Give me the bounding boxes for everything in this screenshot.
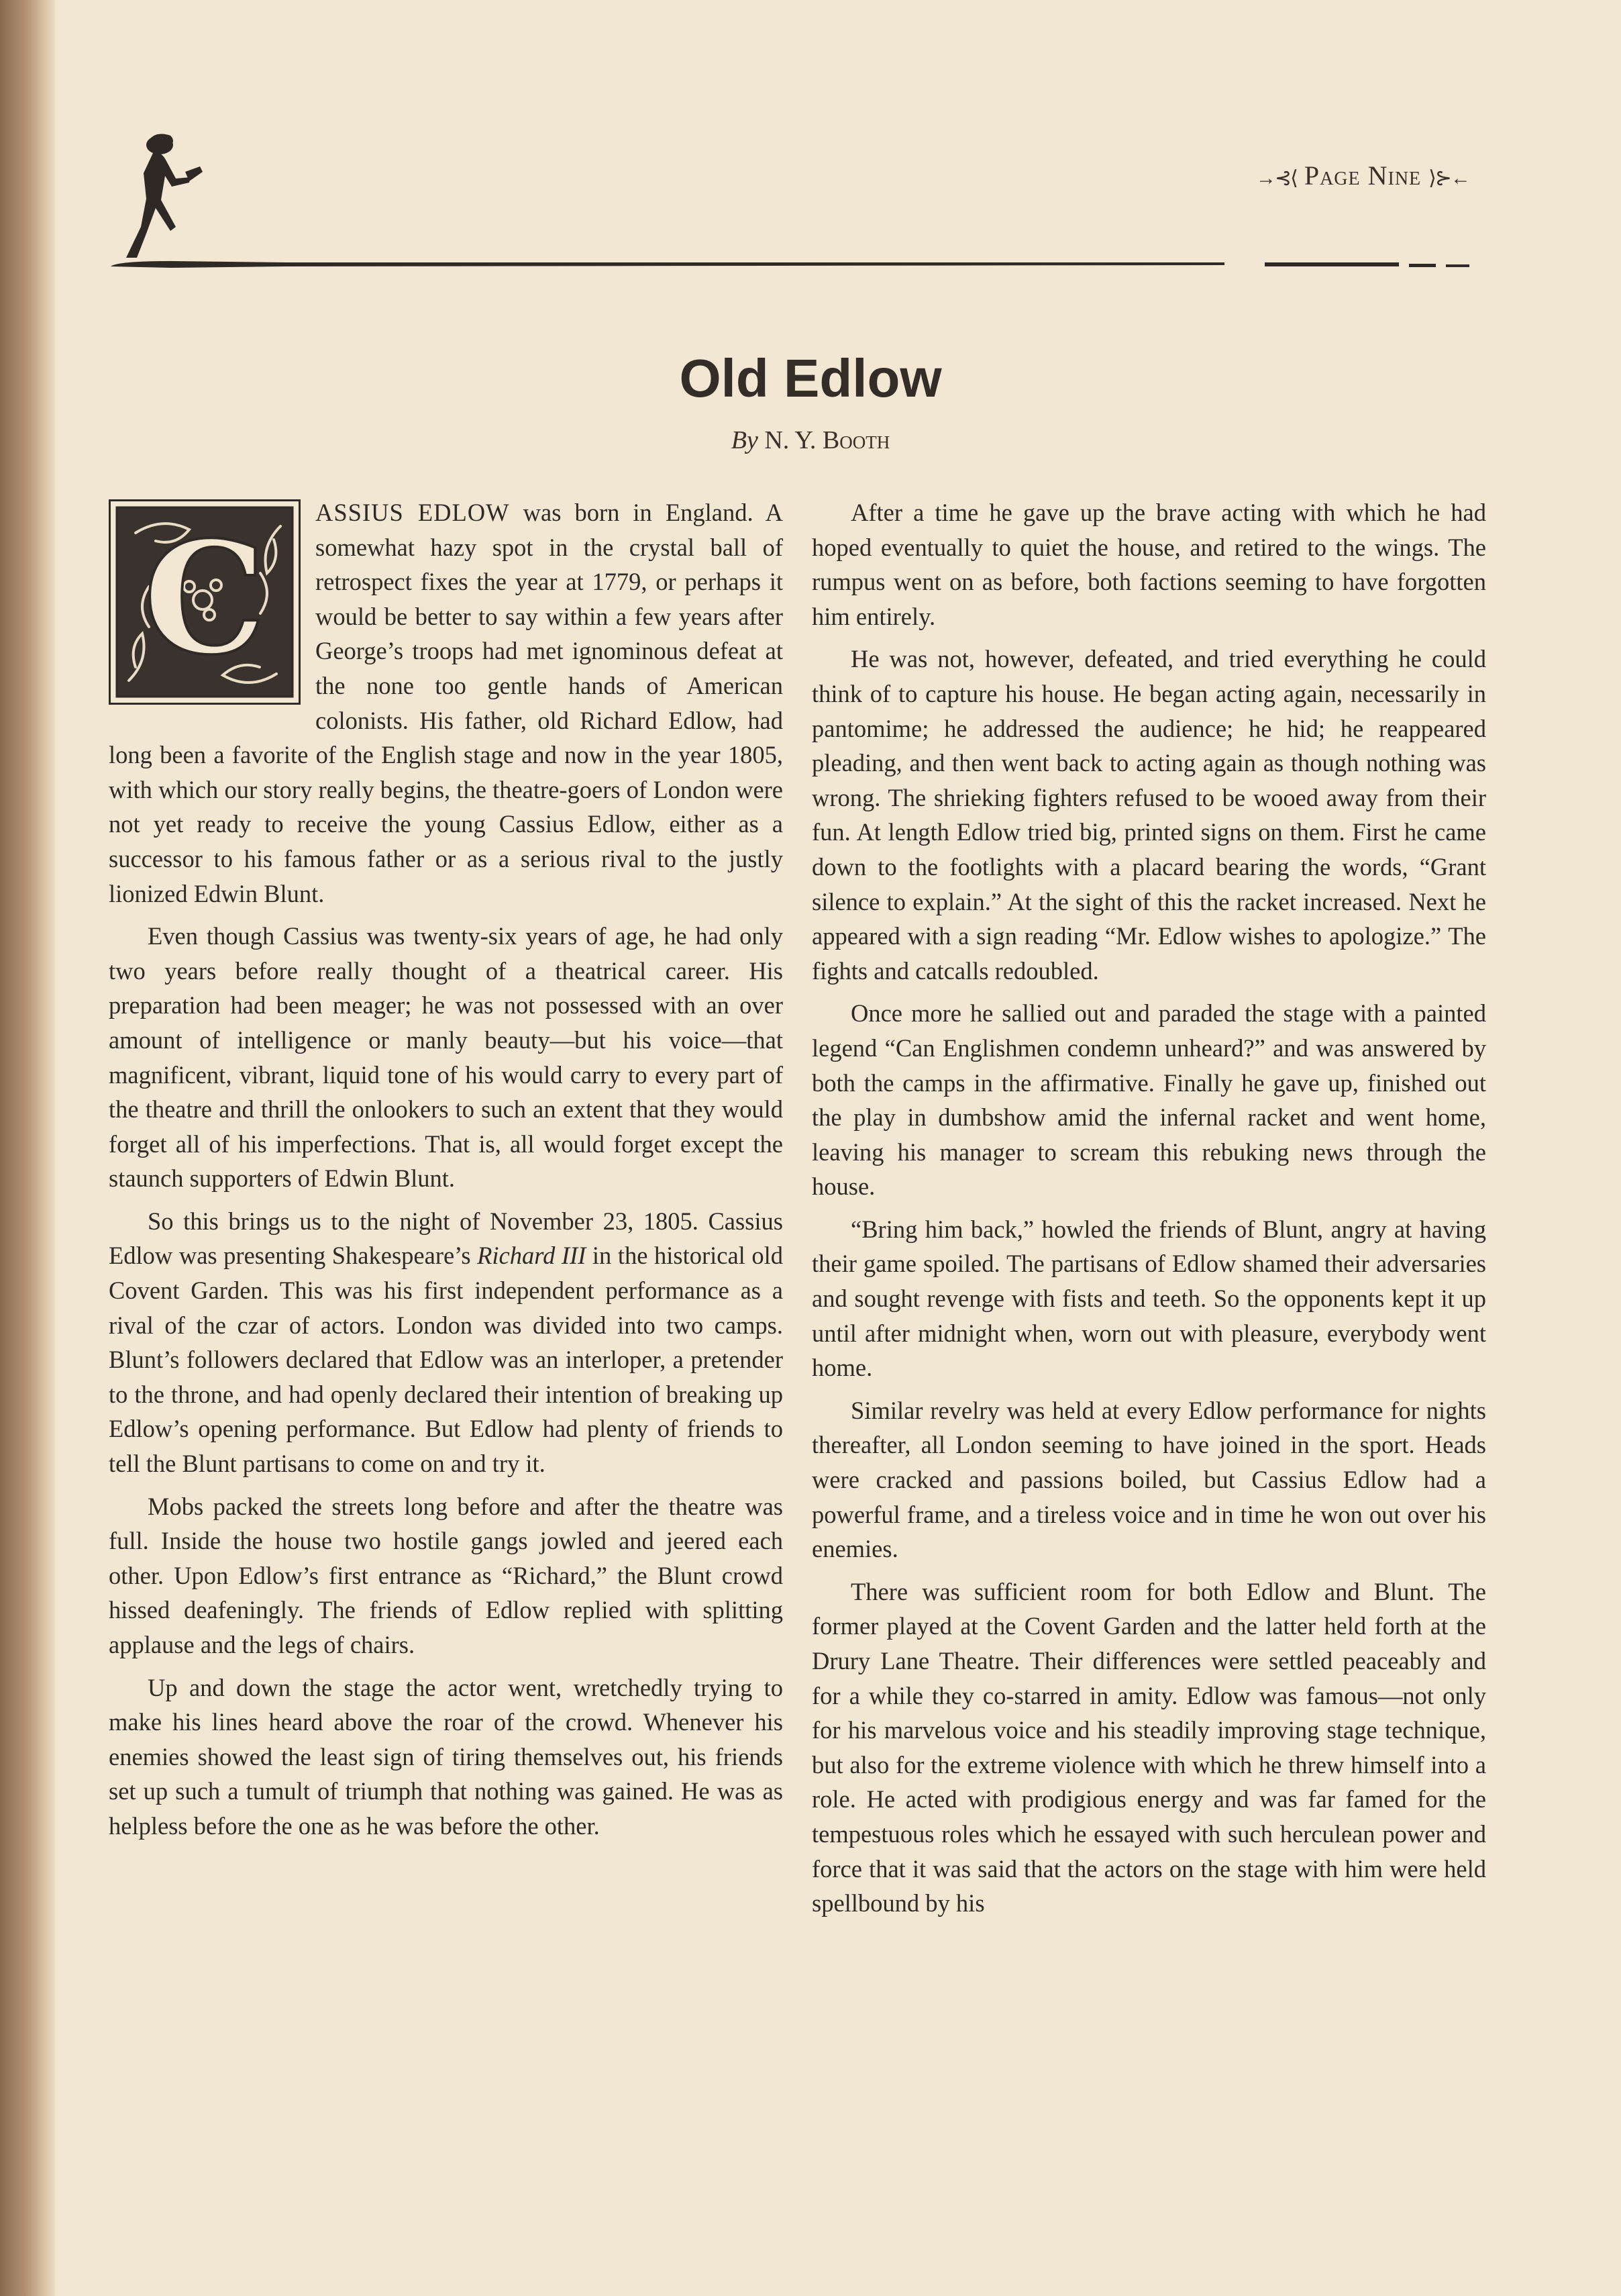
paragraph-10: Similar revelry was held at every Edlow performance for nights thereafter, all London seeming to have joined in the sport. Heads were cracked and passions boiled, but Cassius Edlow had a powerful frame, and a tireless voice and in time he won out over his enemies. <box>812 1396 1486 1563</box>
page-number-label <box>1214 160 1469 193</box>
paragraph-1-text: was born in England. A somewhat hazy spot in the crystal ball of retrospect fixes the year at 1779, or perhaps it would be better to say within a few years after George’s troops had met ignominous defeat at the none too gentle hands of American colonists. His father, old Richard Edlow, had long been a favorite of the English stage and now in the year 1805, with which our story really begins, the theatre-goers of London were not yet ready to receive the young Cassius Edlow, either as a successor to his famous father or as a serious rival to the justly lionized Edwin Blunt. <box>109 499 783 907</box>
header-rule <box>111 258 1469 270</box>
page-label-p: P <box>1304 160 1320 191</box>
paragraph-1 <box>109 495 783 911</box>
page-label-n: N <box>1367 160 1388 191</box>
ornament-right-icon: ⟩⊱← <box>1428 167 1469 189</box>
byline-surname-rest: ooth <box>839 426 890 454</box>
ornamental-drop-cap-icon <box>109 499 301 705</box>
paragraph-1-lead: ASSIUS EDLOW <box>315 499 510 526</box>
play-title: Richard III <box>477 1242 586 1270</box>
paragraph-9: “Bring him back,” howled the friends of Blunt, angry at having their game spoiled. The partisans of Edlow shamed their adversaries and sought revenge with fists and teeth. So the opponents kept it up until after midnight when, worn out with pleasure, everybody went home. <box>812 1215 1486 1382</box>
byline <box>0 426 1621 455</box>
byline-surname-b: B <box>822 426 840 454</box>
paragraph-4: Mobs packed the streets long before and after the theatre was full. Inside the house two hostile gangs jowled and jeered each other. Upon Edlow’s first entrance as “Richard,” the Blunt crowd hissed deafeningly. The friends of Edlow replied with splitting applause and the legs of chairs. <box>109 1492 783 1658</box>
page-label-age: age <box>1320 160 1361 191</box>
paragraph-7: He was not, however, defeated, and tried everything he could think of to capture his house. He began acting again, necessarily in pantomime; he addressed the audience; he hid; he reappeared pleading, and then went back to acting again as though nothing was wrong. The shrieking fighters refused to be wooed away from their fun. At length Edlow tried big, printed signs on them. First he came down to the footlights with a placard bearing the words, “Grant silence to explain.” At the sight of this the racket increased. Next he appeared with a sign reading “Mr. Edlow wishes to apologize.” The fights and catcalls redoubled. <box>812 645 1486 985</box>
ornament-left-icon: →⊰⟨ <box>1255 167 1297 189</box>
paragraph-3 <box>109 1204 783 1481</box>
paragraph-3-a: So this brings us to the night of November 23, 1805. Cassius Edlow was presenting Shakespeare’s <box>109 1207 783 1270</box>
running-figure-icon <box>106 126 213 281</box>
paragraph-6: After a time he gave up the brave acting with which he had hoped eventually to quiet the house, and retired to the wings. The rumpus went on as before, both factions seeming to have forgotten him entirely. <box>812 499 1486 630</box>
right-column <box>812 495 1486 2106</box>
paragraph-11: There was sufficient room for both Edlow and Blunt. The former played at the Covent Garden and the latter held forth at the Drury Lane Theatre. Their differences were settled peaceably and for a while they co-starred in amity. Edlow was famous—not only for his marvelous voice and his steadily improving stage technique, but also for the extreme violence with which he threw himself into a role. He acted with prodigious energy and was far famed for the tempestuous roles which he essayed with such herculean power and force that it was said that the actors on the stage with him were held spellbound by his <box>812 1577 1486 1917</box>
paragraph-2: Even though Cassius was twenty-six years of age, he had only two years before really thought of a theatrical career. His preparation had been meager; he was not possessed with an over amount of intelligence or manly beauty—but his voice—that magnificent, vibrant, liquid tone of his would carry to every part of the theatre and thrill the onlookers to such an extent that they would forget all of his imperfections. That is, all would forget except the staunch supporters of Edwin Blunt. <box>109 922 783 1193</box>
page-label-ine: ine <box>1388 160 1422 191</box>
byline-initials: N. Y. <box>764 426 817 454</box>
byline-by: By <box>731 426 758 454</box>
paragraph-3-b: in the historical old Covent Garden. This was his first independent performance as a rival of the czar of actors. London was divided into two camps. Blunt’s followers declared that Edlow was an interloper, a pretender to the throne, and had openly declared their intention of breaking up Edlow’s opening performance. But Edlow had plenty of friends to tell the Blunt partisans to come on and try it. <box>109 1242 783 1478</box>
drop-cap-letter: C <box>143 508 266 689</box>
article-title: Old Edlow <box>679 348 942 408</box>
book-binding-edge <box>0 0 55 2296</box>
paragraph-5: Up and down the stage the actor went, wretchedly trying to make his lines heard above the roar of the crowd. Whenever his enemies showed the least sign of tiring themselves out, his friends set up such a tumult of triumph that nothing was gained. He was as helpless before the one as he was before the other. <box>109 1673 783 1840</box>
paragraph-8: Once more he sallied out and paraded the stage with a painted legend “Can Englishmen condemn unheard?” and was answered by both the camps in the affirmative. Finally he gave up, finished out the play in dumbshow amid the infernal racket and went home, leaving his manager to scream this rebuking news through the house. <box>812 999 1486 1201</box>
left-column <box>109 495 783 2106</box>
